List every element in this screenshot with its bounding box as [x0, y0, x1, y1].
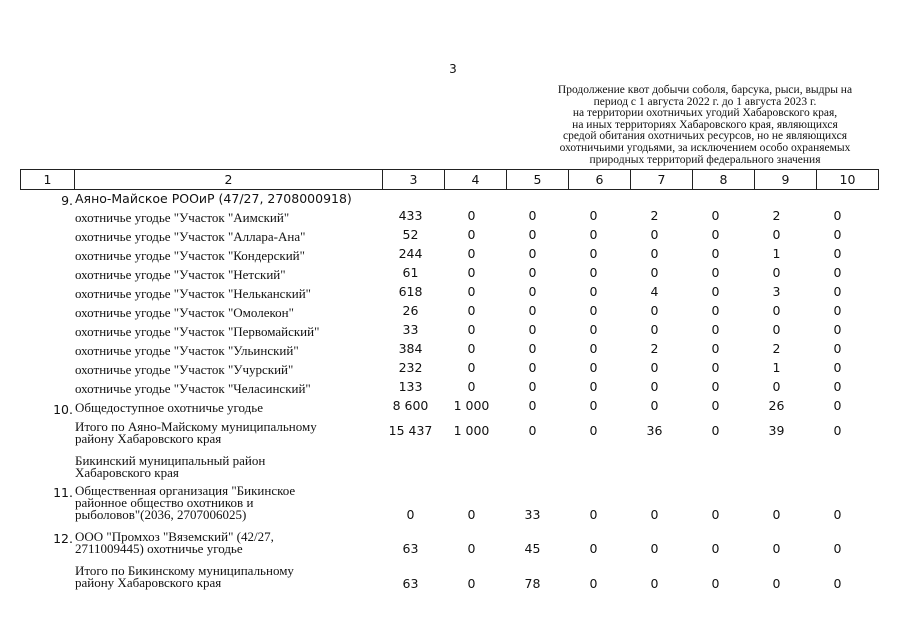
row-name	[75, 269, 365, 281]
value-col-6: 0	[589, 208, 598, 223]
column-header-3: 3	[383, 170, 445, 190]
value-col-6: 0	[589, 541, 598, 556]
value-col-8: 0	[711, 208, 720, 223]
value-col-10: 0	[833, 507, 842, 522]
row-name-line: охотничье угодье "Участок "Кондерский"	[75, 248, 305, 263]
value-col-6: 0	[589, 576, 598, 591]
value-col-7: 36	[646, 423, 663, 438]
value-col-9: 0	[772, 265, 781, 280]
row-name-line: охотничье угодье "Участок "Нетский"	[75, 267, 286, 282]
row-name-line: охотничье угодье "Участок "Учурский"	[75, 362, 294, 377]
row-name	[75, 288, 365, 300]
row-name-line: охотничье угодье "Участок "Аимский"	[75, 210, 290, 225]
value-col-8: 0	[711, 379, 720, 394]
row-name-line: охотничье угодье "Участок "Аллара-Ана"	[75, 229, 306, 244]
column-header-4: 4	[445, 170, 507, 190]
value-col-7: 0	[650, 265, 659, 280]
value-col-7: 4	[650, 284, 659, 299]
value-col-7: 0	[650, 322, 659, 337]
value-col-4: 0	[467, 246, 476, 261]
value-col-4: 0	[467, 341, 476, 356]
value-col-7: 0	[650, 507, 659, 522]
value-col-6: 0	[589, 246, 598, 261]
column-header-8: 8	[693, 170, 755, 190]
value-col-9: 0	[772, 322, 781, 337]
value-col-5: 0	[528, 284, 537, 299]
row-name-line: охотничье угодье "Участок "Ульинский"	[75, 343, 299, 358]
value-col-9: 3	[772, 284, 781, 299]
row-name	[75, 193, 365, 205]
value-col-4: 0	[467, 303, 476, 318]
value-col-7: 0	[650, 246, 659, 261]
value-col-9: 0	[772, 227, 781, 242]
value-col-7: 0	[650, 303, 659, 318]
value-col-3: 0	[406, 507, 415, 522]
value-col-3: 63	[402, 541, 419, 556]
value-col-4: 0	[467, 541, 476, 556]
value-col-7: 0	[650, 227, 659, 242]
value-col-5: 0	[528, 423, 537, 438]
value-col-8: 0	[711, 227, 720, 242]
page-number: 3	[449, 62, 457, 76]
row-number: 11.	[53, 485, 73, 500]
value-col-10: 0	[833, 398, 842, 413]
value-col-9: 26	[768, 398, 785, 413]
value-col-5: 33	[524, 507, 541, 522]
column-header-1: 1	[21, 170, 75, 190]
value-col-10: 0	[833, 322, 842, 337]
value-col-3: 63	[402, 576, 419, 591]
value-col-5: 0	[528, 303, 537, 318]
row-name	[75, 565, 365, 589]
value-col-7: 0	[650, 360, 659, 375]
row-name	[75, 231, 365, 243]
column-header-6: 6	[569, 170, 631, 190]
value-col-4: 1 000	[453, 423, 490, 438]
row-name-line: Итого по Бикинскому муниципальному	[75, 563, 294, 578]
row-name-line: 2711009445) охотничье угодье	[75, 541, 243, 556]
value-col-7: 2	[650, 341, 659, 356]
row-name	[75, 326, 365, 338]
value-col-9: 0	[772, 576, 781, 591]
value-col-6: 0	[589, 284, 598, 299]
row-name	[75, 364, 365, 376]
value-col-5: 45	[524, 541, 541, 556]
value-col-4: 0	[467, 265, 476, 280]
value-col-8: 0	[711, 423, 720, 438]
value-col-6: 0	[589, 423, 598, 438]
value-col-5: 0	[528, 379, 537, 394]
value-col-5: 78	[524, 576, 541, 591]
value-col-3: 244	[398, 246, 423, 261]
value-col-9: 2	[772, 208, 781, 223]
value-col-8: 0	[711, 284, 720, 299]
row-name-line: Аяно-Майское РООиР (47/27, 2708000918)	[75, 191, 352, 206]
value-col-4: 0	[467, 576, 476, 591]
value-col-5: 0	[528, 360, 537, 375]
value-col-10: 0	[833, 423, 842, 438]
value-col-10: 0	[833, 379, 842, 394]
value-col-5: 0	[528, 322, 537, 337]
value-col-4: 0	[467, 507, 476, 522]
value-col-8: 0	[711, 322, 720, 337]
value-col-10: 0	[833, 265, 842, 280]
value-col-3: 618	[398, 284, 423, 299]
value-col-3: 8 600	[392, 398, 429, 413]
row-name-line: ООО "Промхоз "Вяземский" (42/27,	[75, 529, 274, 544]
heading-line: на иных территориях Хабаровского края, являющихся	[572, 118, 838, 131]
value-col-10: 0	[833, 208, 842, 223]
value-col-8: 0	[711, 398, 720, 413]
value-col-3: 232	[398, 360, 423, 375]
value-col-4: 0	[467, 208, 476, 223]
value-col-9: 1	[772, 246, 781, 261]
row-number: 9.	[61, 193, 73, 208]
row-name	[75, 307, 365, 319]
row-name	[75, 383, 365, 395]
row-name	[75, 212, 365, 224]
value-col-10: 0	[833, 303, 842, 318]
value-col-9: 2	[772, 341, 781, 356]
value-col-10: 0	[833, 284, 842, 299]
value-col-7: 0	[650, 379, 659, 394]
value-col-8: 0	[711, 507, 720, 522]
row-number: 10.	[53, 402, 73, 417]
value-col-3: 133	[398, 379, 423, 394]
value-col-5: 0	[528, 398, 537, 413]
value-col-4: 0	[467, 379, 476, 394]
value-col-9: 39	[768, 423, 785, 438]
column-header-9: 9	[755, 170, 817, 190]
value-col-5: 0	[528, 227, 537, 242]
value-col-7: 0	[650, 576, 659, 591]
value-col-6: 0	[589, 303, 598, 318]
value-col-3: 61	[402, 265, 419, 280]
value-col-10: 0	[833, 541, 842, 556]
row-name	[75, 485, 365, 521]
heading-line: на территории охотничьих угодий Хабаровского края,	[572, 107, 838, 120]
value-col-5: 0	[528, 208, 537, 223]
value-col-6: 0	[589, 379, 598, 394]
value-col-4: 0	[467, 322, 476, 337]
column-header-5: 5	[507, 170, 569, 190]
value-col-6: 0	[589, 398, 598, 413]
value-col-8: 0	[711, 341, 720, 356]
value-col-3: 384	[398, 341, 423, 356]
value-col-3: 33	[402, 322, 419, 337]
row-name-line: районное общество охотников и	[75, 495, 254, 510]
value-col-7: 2	[650, 208, 659, 223]
column-header-row	[21, 170, 879, 190]
value-col-7: 0	[650, 398, 659, 413]
row-name	[75, 531, 365, 555]
row-name-line: охотничье угодье "Участок "Нельканский"	[75, 286, 311, 301]
row-number: 12.	[53, 531, 73, 546]
row-name-line: Общедоступное охотничье угодье	[75, 400, 263, 415]
heading-line: период с 1 августа 2022 г. до 1 августа 2023 г.	[593, 95, 817, 108]
value-col-6: 0	[589, 360, 598, 375]
value-col-6: 0	[589, 341, 598, 356]
value-col-7: 0	[650, 541, 659, 556]
value-col-10: 0	[833, 341, 842, 356]
row-name	[75, 455, 365, 479]
value-col-3: 26	[402, 303, 419, 318]
value-col-10: 0	[833, 246, 842, 261]
row-name-line: району Хабаровского края	[75, 575, 222, 590]
row-name	[75, 345, 365, 357]
value-col-10: 0	[833, 576, 842, 591]
row-name-line: району Хабаровского края	[75, 431, 222, 446]
column-header-10: 10	[817, 170, 879, 190]
heading-line: охотничьими угодьями, за исключением особо охраняемых	[559, 141, 851, 154]
value-col-10: 0	[833, 227, 842, 242]
value-col-3: 433	[398, 208, 423, 223]
value-col-5: 0	[528, 265, 537, 280]
value-col-9: 1	[772, 360, 781, 375]
value-col-9: 0	[772, 541, 781, 556]
value-col-9: 0	[772, 379, 781, 394]
value-col-8: 0	[711, 265, 720, 280]
row-name	[75, 402, 365, 414]
value-col-5: 0	[528, 246, 537, 261]
value-col-6: 0	[589, 227, 598, 242]
value-col-9: 0	[772, 507, 781, 522]
value-col-3: 52	[402, 227, 419, 242]
heading-line: природных территорий федерального значения	[589, 153, 821, 166]
row-name-line: Хабаровского края	[75, 465, 179, 480]
value-col-4: 0	[467, 284, 476, 299]
heading-line: средой обитания охотничьих ресурсов, но не являющихся	[562, 130, 847, 143]
value-col-8: 0	[711, 541, 720, 556]
value-col-5: 0	[528, 341, 537, 356]
row-name	[75, 421, 365, 445]
row-name-line: рыболовов"(2036, 2707006025)	[75, 507, 247, 522]
column-header-table	[20, 169, 879, 190]
row-name-line: охотничье угодье "Участок "Первомайский"	[75, 324, 320, 339]
row-name-line: охотничье угодье "Участок "Омолекон"	[75, 305, 294, 320]
value-col-4: 1 000	[453, 398, 490, 413]
row-name	[75, 250, 365, 262]
row-name-line: охотничье угодье "Участок "Челасинский"	[75, 381, 311, 396]
value-col-8: 0	[711, 303, 720, 318]
value-col-8: 0	[711, 360, 720, 375]
value-col-4: 0	[467, 360, 476, 375]
heading-line: Продолжение квот добычи соболя, барсука, рыси, выдры на	[557, 84, 853, 96]
value-col-8: 0	[711, 246, 720, 261]
value-col-6: 0	[589, 507, 598, 522]
column-header-2: 2	[75, 170, 383, 190]
value-col-9: 0	[772, 303, 781, 318]
value-col-4: 0	[467, 227, 476, 242]
row-name-line: Общественная организация "Бикинское	[75, 483, 296, 498]
document-heading	[532, 85, 878, 166]
value-col-6: 0	[589, 322, 598, 337]
value-col-3: 15 437	[388, 423, 433, 438]
value-col-8: 0	[711, 576, 720, 591]
row-name-line: Бикинский муниципальный район	[75, 453, 266, 468]
row-name-line: Итого по Аяно-Майскому муниципальному	[75, 419, 317, 434]
value-col-10: 0	[833, 360, 842, 375]
column-header-7: 7	[631, 170, 693, 190]
value-col-6: 0	[589, 265, 598, 280]
